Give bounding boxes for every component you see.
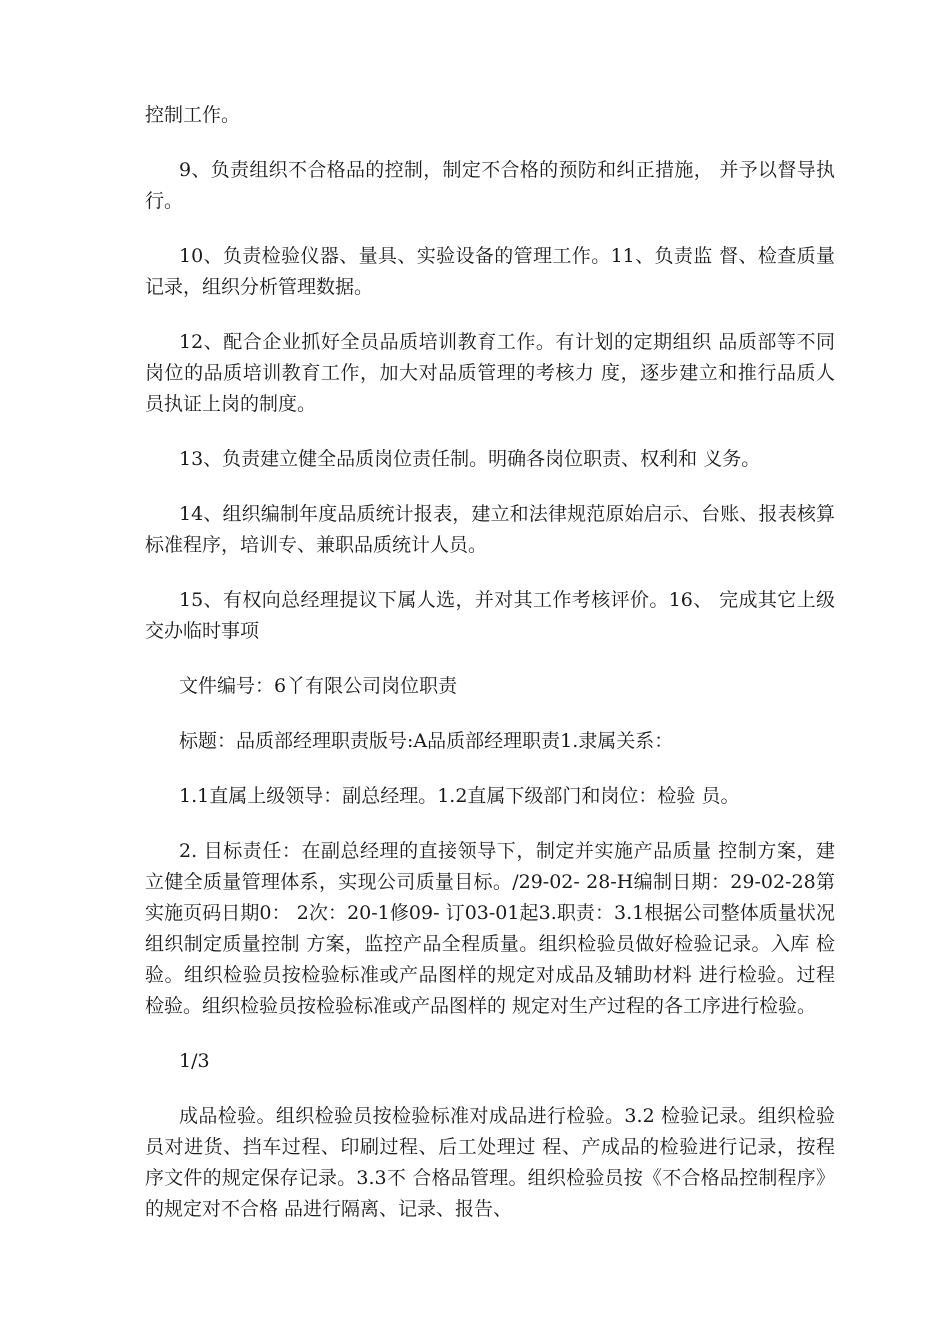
paragraph-control-work: 控制工作。 bbox=[145, 104, 241, 126]
paragraph-item-9: 9、负责组织不合格品的控制，制定不合格的预防和纠正措施， 并予以督导执行。 bbox=[145, 159, 835, 212]
paragraph-target-responsibility: 2. 目标责任：在副总经理的直接领导下，制定并实施产品质量 控制方案，建立健全质量管理体系，实现公司质量目标。/29-02- 28-H编制日期：29-02-28第实施页码日期0： 2次：20-1修09- 订03-01起3.职责：3.1根据公司整体质量状况组织制定质量控制 方案，监控产品全程质量。组织检验员做好检验记录。入库 检验。组织检验员按检验标准或产品图样的规定对成品及辅助材料 进行检验。过程检验。组织检验员按检验标准或产品图样的 规定对生产过程的各工序进行检验。 bbox=[145, 840, 835, 1017]
paragraph-file-number: 文件编号：6丫有限公司岗位职责 bbox=[179, 675, 458, 697]
paragraph-item-10-11: 10、负责检验仪器、量具、实验设备的管理工作。11、负责监 督、检查质量记录，组织分析管理数据。 bbox=[145, 245, 835, 298]
paragraph-title: 标题：品质部经理职责版号:A品质部经理职责1.隶属关系： bbox=[179, 730, 674, 752]
paragraph-item-14: 14、组织编制年度品质统计报表，建立和法律规范原始启示、台账、报表核算标准程序，培训专、兼职品质统计人员。 bbox=[145, 503, 835, 556]
paragraph-item-12: 12、配合企业抓好全员品质培训教育工作。有计划的定期组织 品质部等不同岗位的品质培训教育工作，加大对品质管理的考核力 度，逐步建立和推行品质人员执证上岗的制度。 bbox=[145, 331, 835, 415]
paragraph-reporting-relation: 1.1直属上级领导：副总经理。1.2直属下级部门和岗位：检验 员。 bbox=[179, 785, 740, 807]
paragraph-item-13: 13、负责建立健全品质岗位责任制。明确各岗位职责、权利和 义务。 bbox=[179, 448, 761, 470]
paragraph-item-15-16: 15、有权向总经理提议下属人选，并对其工作考核评价。16、 完成其它上级交办临时事项 bbox=[145, 589, 835, 642]
paragraph-product-inspection: 成品检验。组织检验员按检验标准对成品进行检验。3.2 检验记录。组织检验员对进货、挡车过程、印刷过程、后工处理过 程、产成品的检验进行记录，按程序文件的规定保存记录。3.3不 合格品管理。组织检验员按《不合格品控制程序》的规定对不合格 品进行隔离、记录、报告、 bbox=[145, 1105, 835, 1220]
page-number: 1/3 bbox=[179, 1050, 210, 1072]
